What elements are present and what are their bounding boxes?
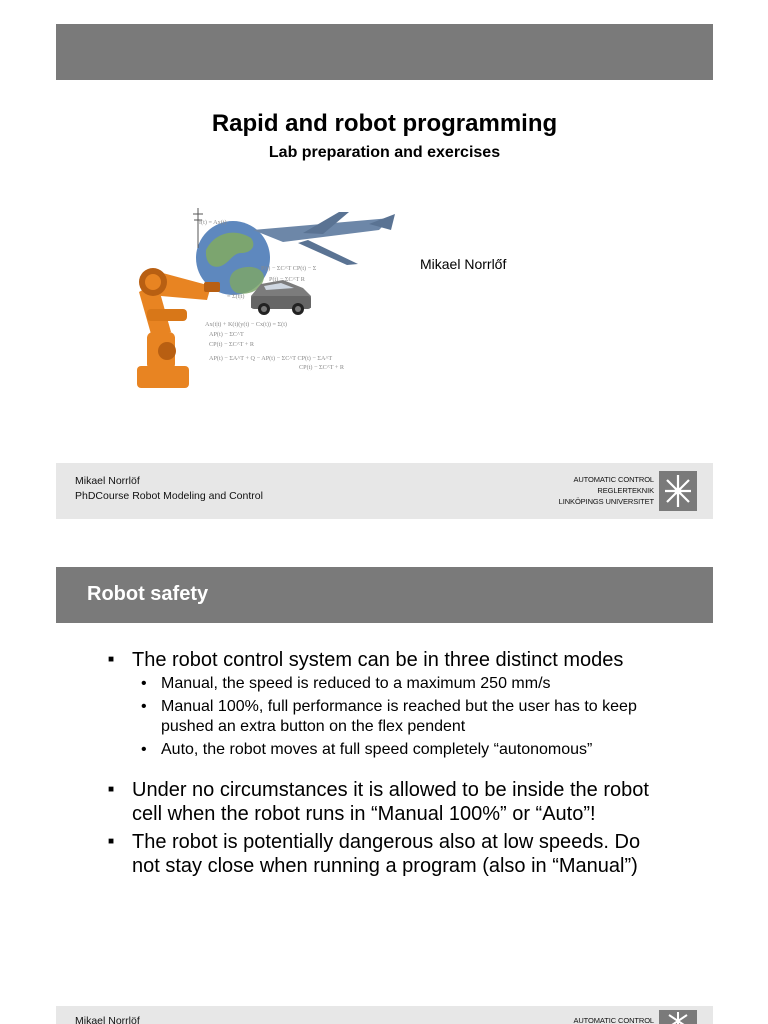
presentation-subtitle: Lab preparation and exercises bbox=[268, 143, 501, 161]
bullet-text: The robot is potentially dangerous also at low speeds. Do not stay close when running a program (also in “Manual”) bbox=[132, 831, 641, 877]
bullet-item bbox=[108, 648, 668, 760]
sub-bullet-item: • Auto, the robot moves at full speed completely “autonomous” bbox=[132, 740, 668, 760]
formula-line: AP(t) − ΣA^T + Q − AP(t) − ΣC^T CP(t) − ΣA^T bbox=[209, 355, 333, 362]
footer-course-name: PhDCourse Robot Modeling and Control bbox=[75, 489, 263, 502]
formula-line: Ax(t|t) + K(t)(y(t) − Cx(t)) = Σ(t) bbox=[205, 321, 287, 328]
footer-institution-line: AUTOMATIC CONTROL bbox=[573, 475, 654, 484]
slide-header-bar bbox=[56, 24, 713, 80]
bullet-text: The robot control system can be in three distinct modes bbox=[132, 649, 624, 671]
sub-bullet-item: • Manual 100%, full performance is reached but the user has to keep pushed an extra button on the flex pendent bbox=[132, 697, 668, 737]
footer-author-name: Mikael Norrlöf bbox=[75, 475, 140, 487]
slide-footer bbox=[56, 463, 713, 519]
bullet-item bbox=[108, 830, 668, 878]
formula-line: CP(t) − ΣC^T + R bbox=[299, 364, 345, 371]
title-block bbox=[56, 110, 713, 162]
university-logo-icon bbox=[659, 1010, 697, 1024]
illustration-collage bbox=[133, 200, 398, 395]
footer-institution-line: AUTOMATIC CONTROL bbox=[573, 1016, 654, 1024]
formula-line: P(t) − ΣC^T R bbox=[269, 276, 305, 283]
title-illustration bbox=[133, 200, 398, 395]
author-name: Mikael Norrlőf bbox=[420, 256, 507, 272]
footer-author-name: Mikael Norrlöf bbox=[75, 1015, 140, 1024]
footer-author-block bbox=[75, 1014, 140, 1024]
bullet-text: Under no circumstances it is allowed to be inside the robot cell when the robot runs in “Manual 100%” or “Auto”! bbox=[132, 779, 649, 825]
bullet-list bbox=[108, 648, 668, 878]
formula-line: AP(t) − ΣC^T bbox=[209, 331, 244, 338]
section-header bbox=[56, 567, 713, 623]
formula-line: f(t) = Ax(t) bbox=[199, 219, 227, 226]
presentation-title: Rapid and robot programming bbox=[211, 110, 558, 137]
footer-institution-line: LINKÖPINGS UNIVERSITET bbox=[558, 496, 654, 506]
footer-institution-line: REGLERTEKNIK bbox=[597, 485, 654, 495]
slide-footer bbox=[56, 1006, 713, 1024]
university-logo-icon bbox=[659, 471, 697, 511]
formula-line: CP(t) − ΣC^T + R bbox=[209, 341, 255, 348]
footer-institution-block bbox=[573, 1016, 654, 1024]
section-title: Robot safety bbox=[87, 583, 209, 605]
footer-author-block bbox=[75, 474, 263, 503]
slide-content bbox=[108, 648, 668, 882]
formula-line: P(t) − ΣC^T CP(t) − Σ bbox=[261, 265, 317, 272]
sub-bullet-item: • Manual, the speed is reduced to a maximum 250 mm/s bbox=[132, 674, 668, 694]
bullet-item bbox=[108, 778, 668, 826]
formula-line: = Σ(t|t) bbox=[227, 293, 245, 300]
footer-institution-block bbox=[559, 475, 654, 508]
sub-bullet-list bbox=[132, 674, 668, 760]
